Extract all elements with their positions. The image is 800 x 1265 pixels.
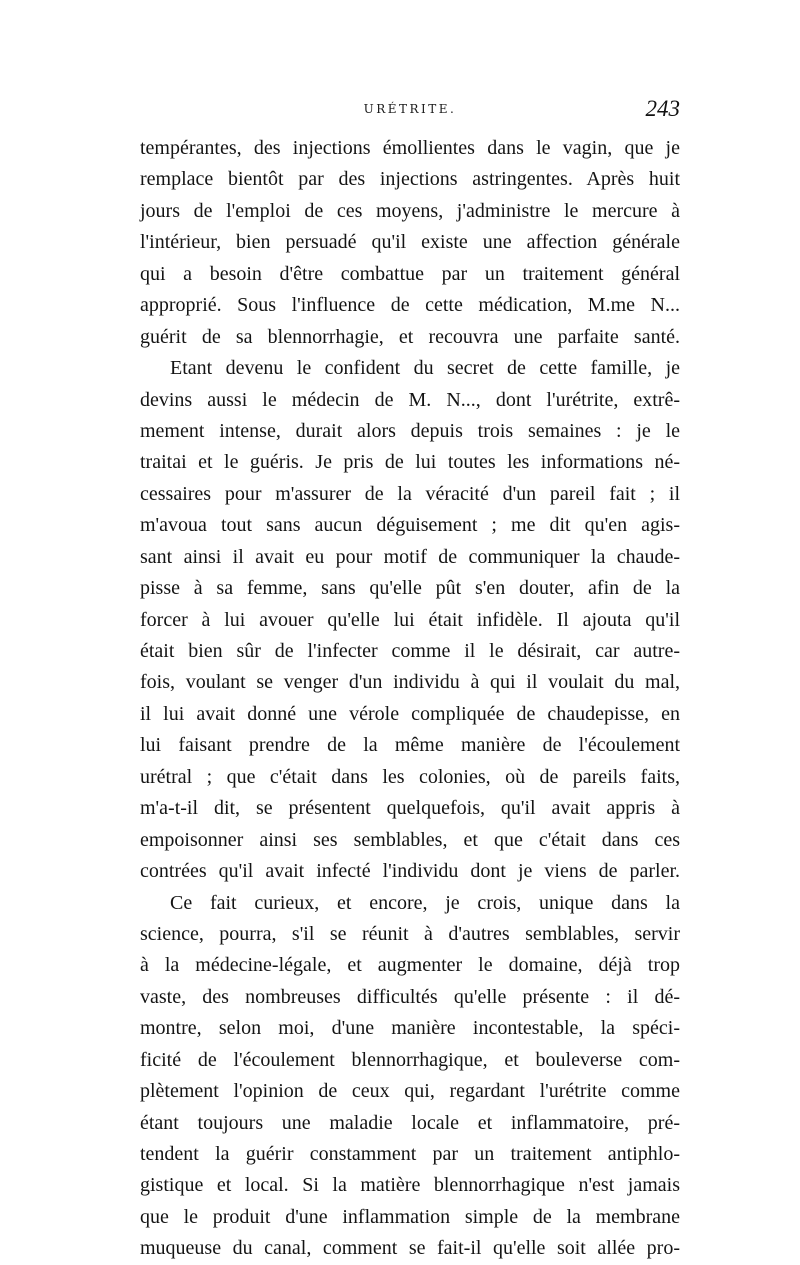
text-line: urétral ; que c'était dans les colonies, où de pareils faits, <box>140 765 680 788</box>
text-line: montre, selon moi, d'une manière incontestable, la spéci- <box>140 1017 680 1040</box>
text-line: vaste, des nombreuses difficultés qu'elle présente : il dé- <box>140 985 680 1008</box>
text-line: lui faisant prendre de la même manière de l'écoulement <box>140 734 680 757</box>
page-header <box>140 96 680 128</box>
text-line: contrées qu'il avait infecté l'individu dont je viens de parler. <box>140 860 680 883</box>
text-line: qui a besoin d'être combattue par un traitement général <box>140 262 680 285</box>
text-line: ficité de l'écoulement blennorrhagique, et bouleverse com- <box>140 1048 680 1071</box>
text-line: tendent la guérir constamment par un traitement antiphlo- <box>140 1143 680 1165</box>
text-line: à la médecine-légale, et augmenter le domaine, déjà trop <box>140 954 680 977</box>
text-line: fois, voulant se venger d'un individu à qui il voulait du mal, <box>140 671 680 694</box>
text-line: était bien sûr de l'infecter comme il le désirait, car autre- <box>140 640 680 662</box>
text-line: tempérantes, des injections émollientes dans le vagin, que je <box>140 137 680 159</box>
text-line: l'intérieur, bien persuadé qu'il existe une affection générale <box>140 231 680 254</box>
text-line: jours de l'emploi de ces moyens, j'administre le mercure à <box>140 199 680 222</box>
body-text <box>140 133 680 1265</box>
paragraph-start-line: Etant devenu le confident du secret de cette famille, je <box>170 357 680 380</box>
text-line: approprié. Sous l'influence de cette médication, M.me N... <box>140 294 680 317</box>
text-line: que le produit d'une inflammation simple de la membrane <box>140 1205 680 1228</box>
text-line: science, pourra, s'il se réunit à d'autres semblables, servir <box>140 922 680 945</box>
text-line: devins aussi le médecin de M. N..., dont l'urétrite, extrê- <box>140 388 680 411</box>
text-line: cessaires pour m'assurer de la véracité d'un pareil fait ; il <box>140 482 680 505</box>
text-line: empoisonner ainsi ses semblables, et que c'était dans ces <box>140 828 680 851</box>
paragraph-start-line: Ce fait curieux, et encore, je crois, unique dans la <box>170 891 680 914</box>
text-line: forcer à lui avouer qu'elle lui était infidèle. Il ajouta qu'il <box>140 608 680 631</box>
page-number: 243 <box>645 96 680 121</box>
text-line: étant toujours une maladie locale et inflammatoire, pré- <box>140 1111 680 1134</box>
text-line: traitai et le guéris. Je pris de lui toutes les informations né- <box>140 451 680 474</box>
text-line: guérit de sa blennorrhagie, et recouvra une parfaite santé. <box>140 325 680 348</box>
text-line: pisse à sa femme, sans qu'elle pût s'en douter, afin de la <box>140 577 680 600</box>
text-line: remplace bientôt par des injections astringentes. Après huit <box>140 168 680 191</box>
text-line: gistique et local. Si la matière blennorrhagique n'est jamais <box>140 1174 680 1197</box>
text-line: mement intense, durait alors depuis trois semaines : je le <box>140 419 680 442</box>
text-line: sant ainsi il avait eu pour motif de communiquer la chaude- <box>140 545 680 568</box>
text-line: plètement l'opinion de ceux qui, regardant l'urétrite comme <box>140 1080 680 1103</box>
text-line: m'avoua tout sans aucun déguisement ; me dit qu'en agis- <box>140 514 680 537</box>
text-line: muqueuse du canal, comment se fait-il qu'elle soit allée pro- <box>140 1237 680 1260</box>
text-line: m'a-t-il dit, se présentent quelquefois, qu'il avait appris à <box>140 797 680 820</box>
text-line: il lui avait donné une vérole compliquée de chaudepisse, en <box>140 702 680 725</box>
running-title: URÉTRITE. <box>363 102 457 116</box>
